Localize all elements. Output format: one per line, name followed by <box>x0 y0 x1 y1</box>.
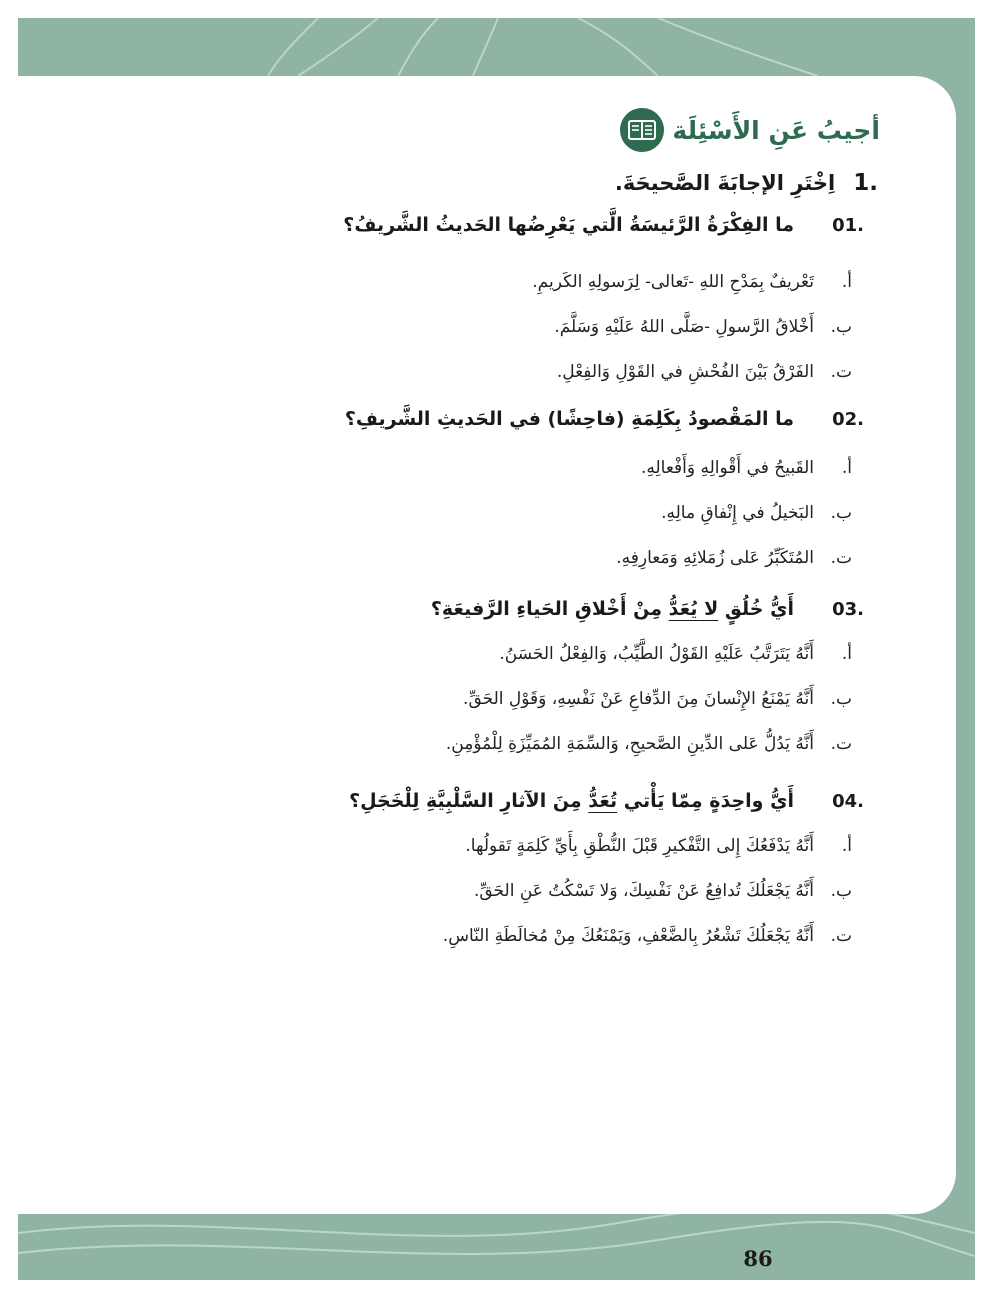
option-text: المُتَكَبِّرُ عَلى زُمَلائِهِ وَمَعارِفِهِ. <box>616 548 814 568</box>
underlined-keyword: تُعَدُّ <box>588 790 618 812</box>
answer-option[interactable] <box>144 548 864 593</box>
option-text: أَنَّهُ يَمْنَعُ الإِنْسانَ مِنَ الدِّفاعِ عَنْ نَفْسِهِ، وَقَوْلِ الحَقِّ. <box>463 689 814 709</box>
option-letter: ب. <box>830 881 852 901</box>
book-icon <box>620 108 664 152</box>
answer-option[interactable] <box>144 362 864 407</box>
option-letter: ت. <box>830 734 852 754</box>
option-letter: أ. <box>841 644 852 664</box>
answer-option[interactable] <box>144 689 864 734</box>
option-letter: ب. <box>830 317 852 337</box>
question-line <box>144 408 864 444</box>
option-text: أَنَّهُ يَدْفَعُكَ إِلى التَّفْكيرِ قَبْلَ النُّطْقِ بِأَيِّ كَلِمَةٍ تَقولُها. <box>465 836 814 856</box>
option-text: البَخيلُ في إِنْفاقِ مالِهِ. <box>661 503 814 523</box>
option-text: أَنَّهُ يَدُلُّ عَلى الدِّينِ الصَّحيحِ، وَالسِّمَةِ المُمَيِّزَةِ لِلْمُؤْمِنِ. <box>445 734 814 754</box>
option-letter: ب. <box>830 689 852 709</box>
option-text: أَنَّهُ يَتَرَتَّبُ عَلَيْهِ القَوْلُ الطَّيِّبُ، وَالفِعْلُ الحَسَنُ. <box>499 644 814 664</box>
question-block <box>144 408 864 593</box>
answer-option[interactable] <box>144 644 864 689</box>
exercise-number: 1. <box>853 170 878 196</box>
underlined-keyword: لا يُعَدُّ <box>668 598 719 620</box>
answer-option[interactable] <box>144 926 864 971</box>
option-letter: ت. <box>830 926 852 946</box>
option-letter: أ. <box>841 836 852 856</box>
option-text: أَخْلاقُ الرَّسولِ -صَلَّى اللهُ عَلَيْهِ وَسَلَّمَ. <box>554 317 814 337</box>
instruction-text: اِخْتَرِ الإجابَةَ الصَّحيحَةَ. <box>614 171 836 195</box>
question-block <box>144 790 864 971</box>
question-block <box>144 214 864 407</box>
question-text: ما المَقْصودُ بِكَلِمَةِ (فاحِشًا) في الحَديثِ الشَّريفِ؟ <box>344 408 794 430</box>
question-text: أَيُّ واحِدَةٍ مِمّا يَأْتي تُعَدُّ مِنَ الآثارِ السَّلْبِيَّةِ لِلْخَجَلِ؟ <box>349 790 794 812</box>
option-letter: ب. <box>830 503 852 523</box>
option-letter: ت. <box>830 362 852 382</box>
question-number: 04. <box>832 791 864 812</box>
question-text: أَيُّ خُلُقٍ لا يُعَدُّ مِنْ أَخْلاقِ الحَياءِ الرَّفيعَةِ؟ <box>430 598 794 620</box>
answer-option[interactable] <box>144 458 864 503</box>
answer-option[interactable] <box>144 734 864 779</box>
option-letter: أ. <box>841 458 852 478</box>
answer-option[interactable] <box>144 881 864 926</box>
option-letter: أ. <box>841 272 852 292</box>
answer-option[interactable] <box>144 272 864 317</box>
question-text: ما الفِكْرَةُ الرَّئيسَةُ الَّتي يَعْرِضُها الحَديثُ الشَّريفُ؟ <box>343 214 794 236</box>
answer-option[interactable] <box>144 317 864 362</box>
option-text: القَبيحُ في أَقْوالِهِ وَأَفْعالِهِ. <box>640 458 814 478</box>
option-text: تَعْريفٌ بِمَدْحِ اللهِ -تَعالى- لِرَسولِهِ الكَريمِ. <box>532 272 814 292</box>
section-heading <box>620 108 880 152</box>
question-number: 02. <box>832 409 864 430</box>
exercise-instruction <box>615 170 878 196</box>
page-number: 86 <box>743 1246 773 1271</box>
option-letter: ت. <box>830 548 852 568</box>
question-number: 03. <box>832 599 864 620</box>
section-title: أجيبُ عَنِ الأَسْئِلَة <box>672 115 880 145</box>
question-number: 01. <box>832 215 864 236</box>
question-line <box>144 214 864 250</box>
option-text: أَنَّهُ يَجْعَلُكَ تُدافِعُ عَنْ نَفْسِكَ، وَلا تَسْكُتُ عَنِ الحَقِّ. <box>473 881 814 901</box>
option-text: أَنَّهُ يَجْعَلُكَ تَشْعُرُ بِالضَّعْفِ، وَيَمْنَعُكَ مِنْ مُخالَطَةِ النّاسِ. <box>442 926 814 946</box>
answer-option[interactable] <box>144 836 864 881</box>
answer-option[interactable] <box>144 503 864 548</box>
option-text: الفَرْقُ بَيْنَ الفُحْشِ في القَوْلِ وَالفِعْلِ. <box>556 362 814 382</box>
question-block <box>144 598 864 779</box>
question-line <box>144 790 864 826</box>
question-line <box>144 598 864 634</box>
